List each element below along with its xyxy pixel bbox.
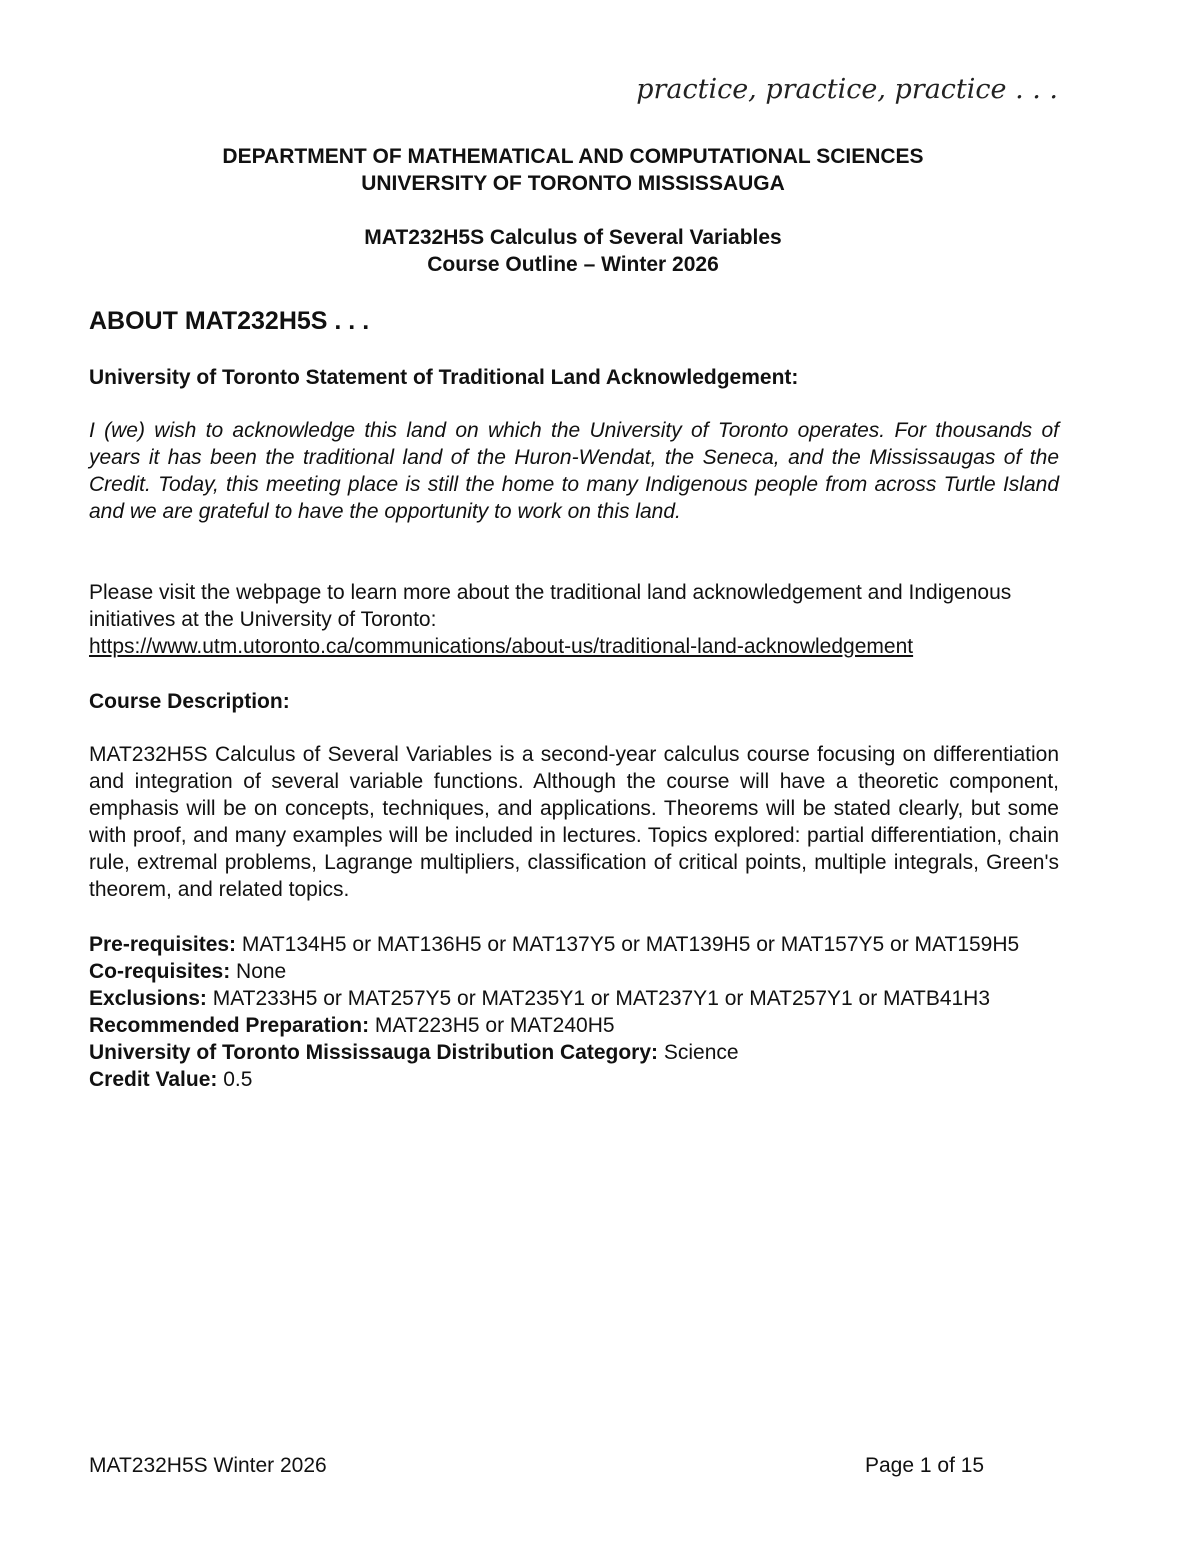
requirement-value: None <box>236 960 287 983</box>
tagline: practice, practice, practice . . . <box>636 74 1058 105</box>
department-header <box>0 143 1146 197</box>
requirement-prerequisites <box>89 931 1059 958</box>
course-description-text: MAT232H5S Calculus of Several Variables is a second-year calculus course focusing on differentiation and integration of several variable functions. Although the course will have a theoretic component, emphasis will be on concepts, techniques, and applications. Theorems will be stated clearly, but some with proof, and many examples will be included in lectures. Topics explored: partial differentiation, chain rule, extremal problems, Lagrange multipliers, classification of critical points, multiple integrals, Green's theorem, and related topics. <box>89 743 1059 901</box>
requirement-value: MAT223H5 or MAT240H5 <box>374 1014 615 1037</box>
course-description-heading: Course Description: <box>89 690 290 713</box>
requirement-value: MAT233H5 or MAT257Y5 or MAT235Y1 or MAT237Y1 or MAT257Y1 or MATB41H3 <box>212 987 991 1010</box>
visit-text: Please visit the webpage to learn more about the traditional land acknowledgement and Indigenous initiatives at the University of Toronto: <box>89 581 1012 631</box>
course-outline-title: Course Outline – Winter 2026 <box>427 253 719 276</box>
requirement-value: 0.5 <box>223 1068 253 1091</box>
requirement-label: Pre-requisites: <box>89 933 237 956</box>
requirement-label: Recommended Preparation: <box>89 1014 370 1037</box>
requirement-label: Co-requisites: <box>89 960 231 983</box>
footer-course-term: MAT232H5S Winter 2026 <box>89 1454 327 1477</box>
requirement-corequisites <box>89 958 1059 985</box>
requirements-list <box>89 931 1059 1093</box>
requirement-label: University of Toronto Mississauga Distribution Category: <box>89 1041 659 1064</box>
requirement-credit-value <box>89 1066 1059 1093</box>
land-acknowledgement-visit <box>89 579 1059 660</box>
requirement-label: Credit Value: <box>89 1068 218 1091</box>
land-acknowledgement-heading: University of Toronto Statement of Traditional Land Acknowledgement: <box>89 366 799 389</box>
footer-page-number: Page 1 of 15 <box>865 1454 985 1477</box>
requirement-recommended-preparation <box>89 1012 1059 1039</box>
about-heading: ABOUT MAT232H5S . . . <box>89 307 370 335</box>
requirement-value: MAT134H5 or MAT136H5 or MAT137Y5 or MAT139H5 or MAT157Y5 or MAT159H5 <box>241 933 1020 956</box>
course-title: MAT232H5S Calculus of Several Variables <box>364 226 782 249</box>
requirement-exclusions <box>89 985 1059 1012</box>
course-header <box>0 224 1146 278</box>
university-name: UNIVERSITY OF TORONTO MISSISSAUGA <box>361 172 785 195</box>
requirement-value: Science <box>663 1041 739 1064</box>
land-acknowledgement-link[interactable]: https://www.utm.utoronto.ca/communications/about-us/traditional-land-acknowledgement <box>89 635 914 658</box>
department-name: DEPARTMENT OF MATHEMATICAL AND COMPUTATIONAL SCIENCES <box>222 145 924 168</box>
land-acknowledgement-text: I (we) wish to acknowledge this land on which the University of Toronto operates. For thousands of years it has been the traditional land of the Huron-Wendat, the Seneca, and the Mississaugas of the Credit. Today, this meeting place is still the home to many Indigenous people from across Turtle Island and we are grateful to have the opportunity to work on this land. <box>89 419 1059 523</box>
requirement-distribution-category <box>89 1039 1059 1066</box>
requirement-label: Exclusions: <box>89 987 207 1010</box>
